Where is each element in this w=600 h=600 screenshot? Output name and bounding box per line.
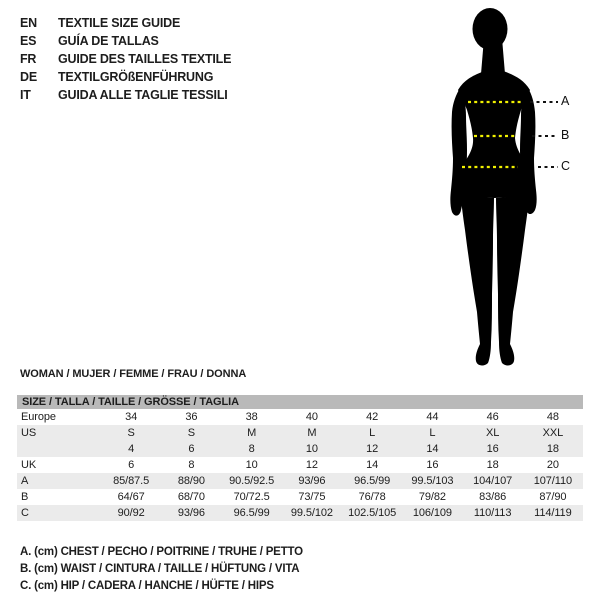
size-cell: 87/90 <box>539 491 567 503</box>
size-cell: M <box>307 427 317 439</box>
size-cell: 104/107 <box>473 475 513 487</box>
measurement-legend <box>20 544 303 595</box>
size-cell: 76/78 <box>358 491 386 503</box>
lang-label: GUÍA DE TALLAS <box>58 34 159 48</box>
marker-label-a: A <box>561 94 570 108</box>
size-cell: 99.5/103 <box>411 475 454 487</box>
woman-silhouette <box>420 0 600 395</box>
size-cell: 106/109 <box>412 507 452 519</box>
lang-code: DE <box>20 70 37 84</box>
size-cell: 48 <box>546 411 559 423</box>
size-table-body <box>17 409 583 521</box>
size-table-header: SIZE / TALLA / TAILLE / GRÖSSE / TAGLIA <box>17 395 583 409</box>
legend-waist: B. (cm) WAIST / CINTURA / TAILLE / HÜFTUNG / VITA <box>20 563 300 575</box>
size-cell: 14 <box>366 459 379 471</box>
size-cell: 6 <box>188 443 195 455</box>
lang-row-it <box>20 86 231 104</box>
row-label: A <box>21 475 29 487</box>
size-cell: L <box>369 427 376 439</box>
lang-label: TEXTILE SIZE GUIDE <box>58 16 181 30</box>
lang-row-fr <box>20 50 231 68</box>
legend-chest: A. (cm) CHEST / PECHO / POITRINE / TRUHE / PETTO <box>20 546 303 558</box>
size-cell: 44 <box>426 411 439 423</box>
size-cell: 10 <box>305 443 318 455</box>
size-cell: 110/113 <box>473 507 512 519</box>
lang-label: GUIDE DES TAILLES TEXTILE <box>58 52 232 66</box>
size-cell: 12 <box>366 443 379 455</box>
size-cell: 36 <box>185 411 198 423</box>
size-cell: 34 <box>125 411 138 423</box>
size-cell: 85/87.5 <box>113 475 150 487</box>
table-row <box>17 409 583 425</box>
size-cell: M <box>247 427 257 439</box>
size-cell: 38 <box>245 411 258 423</box>
size-cell: 83/86 <box>479 491 507 503</box>
size-cell: 4 <box>128 443 135 455</box>
section-title-woman: WOMAN / MUJER / FEMME / FRAU / DONNA <box>20 368 247 380</box>
size-cell: 16 <box>426 459 439 471</box>
size-cell: 64/67 <box>117 491 145 503</box>
size-cell: 68/70 <box>177 491 205 503</box>
lang-row-de <box>20 68 231 86</box>
row-label: C <box>21 507 29 519</box>
table-row <box>17 505 583 521</box>
lang-code: IT <box>20 88 31 102</box>
size-cell: 102.5/105 <box>348 507 397 519</box>
lang-label: TEXTILGRÖßENFÜHRUNG <box>58 70 214 84</box>
size-cell: 99.5/102 <box>290 507 333 519</box>
row-label: Europe <box>21 411 56 423</box>
row-label: US <box>21 427 37 439</box>
row-label <box>17 441 101 457</box>
legend-hip: C. (cm) HIP / CADERA / HANCHE / HÜFTE / HIPS <box>20 580 274 592</box>
size-cell: 12 <box>305 459 318 471</box>
marker-label-b: B <box>561 128 570 142</box>
size-cell: 70/72.5 <box>233 491 270 503</box>
table-row <box>17 473 583 489</box>
size-cell: XL <box>485 427 500 439</box>
size-cell: 107/110 <box>533 475 572 487</box>
size-cell: 88/90 <box>177 475 205 487</box>
lang-row-en <box>20 14 231 32</box>
measurement-figure <box>420 0 600 395</box>
size-cell: 114/119 <box>534 507 572 519</box>
lang-code: ES <box>20 34 37 48</box>
size-cell: S <box>187 427 195 439</box>
size-cell: S <box>127 427 135 439</box>
lang-code: EN <box>20 16 37 30</box>
size-cell: 73/75 <box>298 491 326 503</box>
table-row <box>17 441 583 457</box>
size-cell: 16 <box>486 443 499 455</box>
marker-label-c: C <box>561 159 571 173</box>
size-cell: 18 <box>546 443 559 455</box>
size-cell: 20 <box>546 459 559 471</box>
size-cell: 8 <box>248 443 255 455</box>
size-cell: 93/96 <box>298 475 326 487</box>
size-cell: 6 <box>128 459 135 471</box>
size-cell: 96.5/99 <box>354 475 391 487</box>
size-cell: 10 <box>245 459 258 471</box>
size-cell: 18 <box>486 459 499 471</box>
table-row <box>17 457 583 473</box>
table-row <box>17 425 583 441</box>
size-cell: 90/92 <box>117 507 145 519</box>
lang-row-es <box>20 32 231 50</box>
size-table <box>17 395 583 521</box>
size-cell: 93/96 <box>177 507 205 519</box>
size-cell: XXL <box>542 427 564 439</box>
table-row <box>17 489 583 505</box>
size-cell: 8 <box>188 459 195 471</box>
size-cell: 42 <box>366 411 379 423</box>
lang-label: GUIDA ALLE TAGLIE TESSILI <box>58 88 228 102</box>
size-cell: 96.5/99 <box>233 507 270 519</box>
size-cell: 79/82 <box>418 491 446 503</box>
size-cell: 40 <box>305 411 318 423</box>
size-cell: 46 <box>486 411 499 423</box>
lang-code: FR <box>20 52 37 66</box>
size-cell: L <box>429 427 436 439</box>
language-title-list <box>20 14 231 104</box>
row-label: UK <box>21 459 37 471</box>
row-label: B <box>21 491 29 503</box>
size-cell: 90.5/92.5 <box>229 475 275 487</box>
size-cell: 14 <box>426 443 439 455</box>
